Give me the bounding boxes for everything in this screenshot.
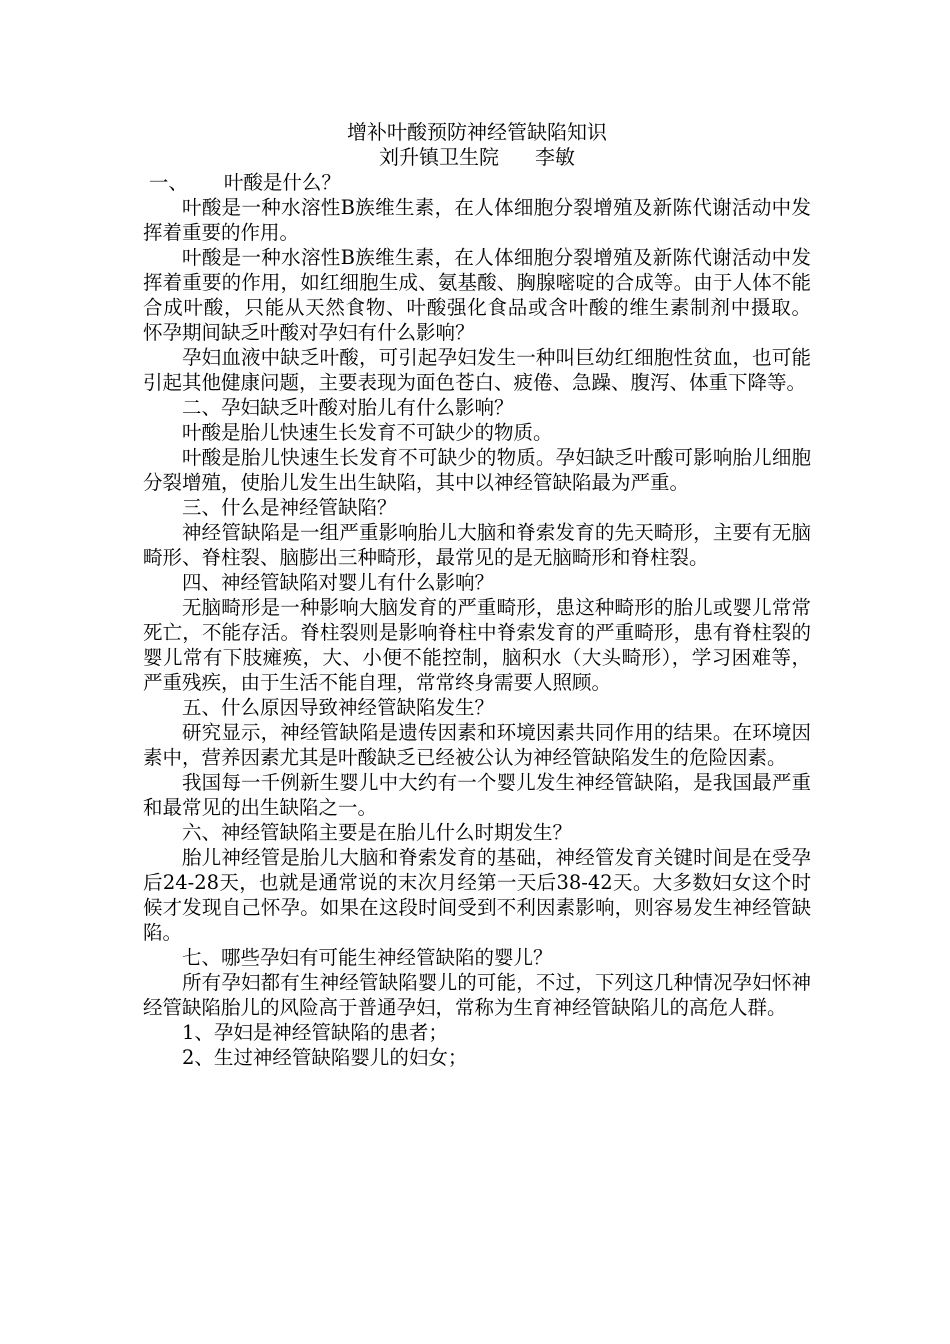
paragraph: 孕妇血液中缺乏叶酸，可引起孕妇发生一种叫巨幼红细胞性贫血，也可能引起其他健康问题，主要表现为面色苍白、疲倦、急躁、腹泻、体重下降等。 (143, 346, 811, 394)
paragraph: 叶酸是胎儿快速生长发育不可缺少的物质。 (182, 421, 553, 444)
paragraph: 叶酸是一种水溶性B族维生素，在人体细胞分裂增殖及新陈代谢活动中发挥着重要的作用。 (143, 196, 811, 244)
section-heading: 六、神经管缺陷主要是在胎儿什么时期发生？ (182, 821, 573, 844)
paragraph: 神经管缺陷是一组严重影响胎儿大脑和脊索发育的先天畸形，主要有无脑畸形、脊柱裂、脑膨出三种畸形，最常见的是无脑畸形和脊柱裂。 (143, 521, 811, 569)
paragraph: 胎儿神经管是胎儿大脑和脊索发育的基础，神经管发育关键时间是在受孕后24-28天，也就是通常说的末次月经第一天后38-42天。大多数妇女这个时候才发现自己怀孕。如果在这段时间受到不利因素影响，则容易发生神经管缺陷。 (143, 846, 811, 944)
document-body (143, 120, 811, 1070)
document-title: 增补叶酸预防神经管缺陷知识 (347, 120, 607, 144)
section-heading: 四、神经管缺陷对婴儿有什么影响？ (182, 571, 495, 594)
list-item: 1、孕妇是神经管缺陷的患者； (182, 1021, 448, 1044)
author-line (143, 145, 811, 170)
section-heading-text: 叶酸是什么？ (223, 171, 341, 194)
paragraph: 所有孕妇都有生神经管缺陷婴儿的可能，不过，下列这几种情况孕妇怀神经管缺陷胎儿的风险高于普通孕妇，常称为生育神经管缺陷儿的高危人群。 (143, 971, 811, 1019)
paragraph: 研究显示，神经管缺陷是遗传因素和环境因素共同作用的结果。在环境因素中，营养因素尤其是叶酸缺乏已经被公认为神经管缺陷发生的危险因素。 (143, 721, 811, 769)
section-heading: 三、什么是神经管缺陷？ (182, 496, 397, 519)
author-name: 李敏 (535, 145, 575, 169)
paragraph: 无脑畸形是一种影响大脑发育的严重畸形，患这种畸形的胎儿或婴儿常常死亡，不能存活。脊柱裂则是影响脊柱中脊索发育的严重畸形，患有脊柱裂的婴儿常有下肢瘫痪，大、小便不能控制，脑积水（大头畸形），学习困难等，严重残疾，由于生活不能自理，常常终身需要人照顾。 (143, 596, 811, 694)
section-number: 一、 (148, 171, 188, 194)
paragraph: 叶酸是胎儿快速生长发育不可缺少的物质。孕妇缺乏叶酸可影响胎儿细胞分裂增殖，使胎儿发生出生缺陷，其中以神经管缺陷最为严重。 (143, 446, 811, 494)
list-item: 2、生过神经管缺陷婴儿的妇女； (182, 1046, 468, 1069)
section-heading: 五、什么原因导致神经管缺陷发生？ (182, 696, 495, 719)
section-heading: 七、哪些孕妇有可能生神经管缺陷的婴儿？ (182, 946, 553, 969)
paragraph: 叶酸是一种水溶性B族维生素，在人体细胞分裂增殖及新陈代谢活动中发挥着重要的作用，如红细胞生成、氨基酸、胸腺嘧啶的合成等。由于人体不能合成叶酸，只能从天然食物、叶酸强化食品或含叶酸的维生素制剂中摄取。 怀孕期间缺乏叶酸对孕妇有什么影响？ (143, 246, 811, 344)
paragraph: 我国每一千例新生婴儿中大约有一个婴儿发生神经管缺陷，是我国最严重和最常见的出生缺陷之一。 (143, 771, 811, 819)
section-heading (143, 170, 811, 195)
section-heading: 二、孕妇缺乏叶酸对胎儿有什么影响？ (182, 396, 514, 419)
author-org: 刘升镇卫生院 (379, 145, 499, 169)
